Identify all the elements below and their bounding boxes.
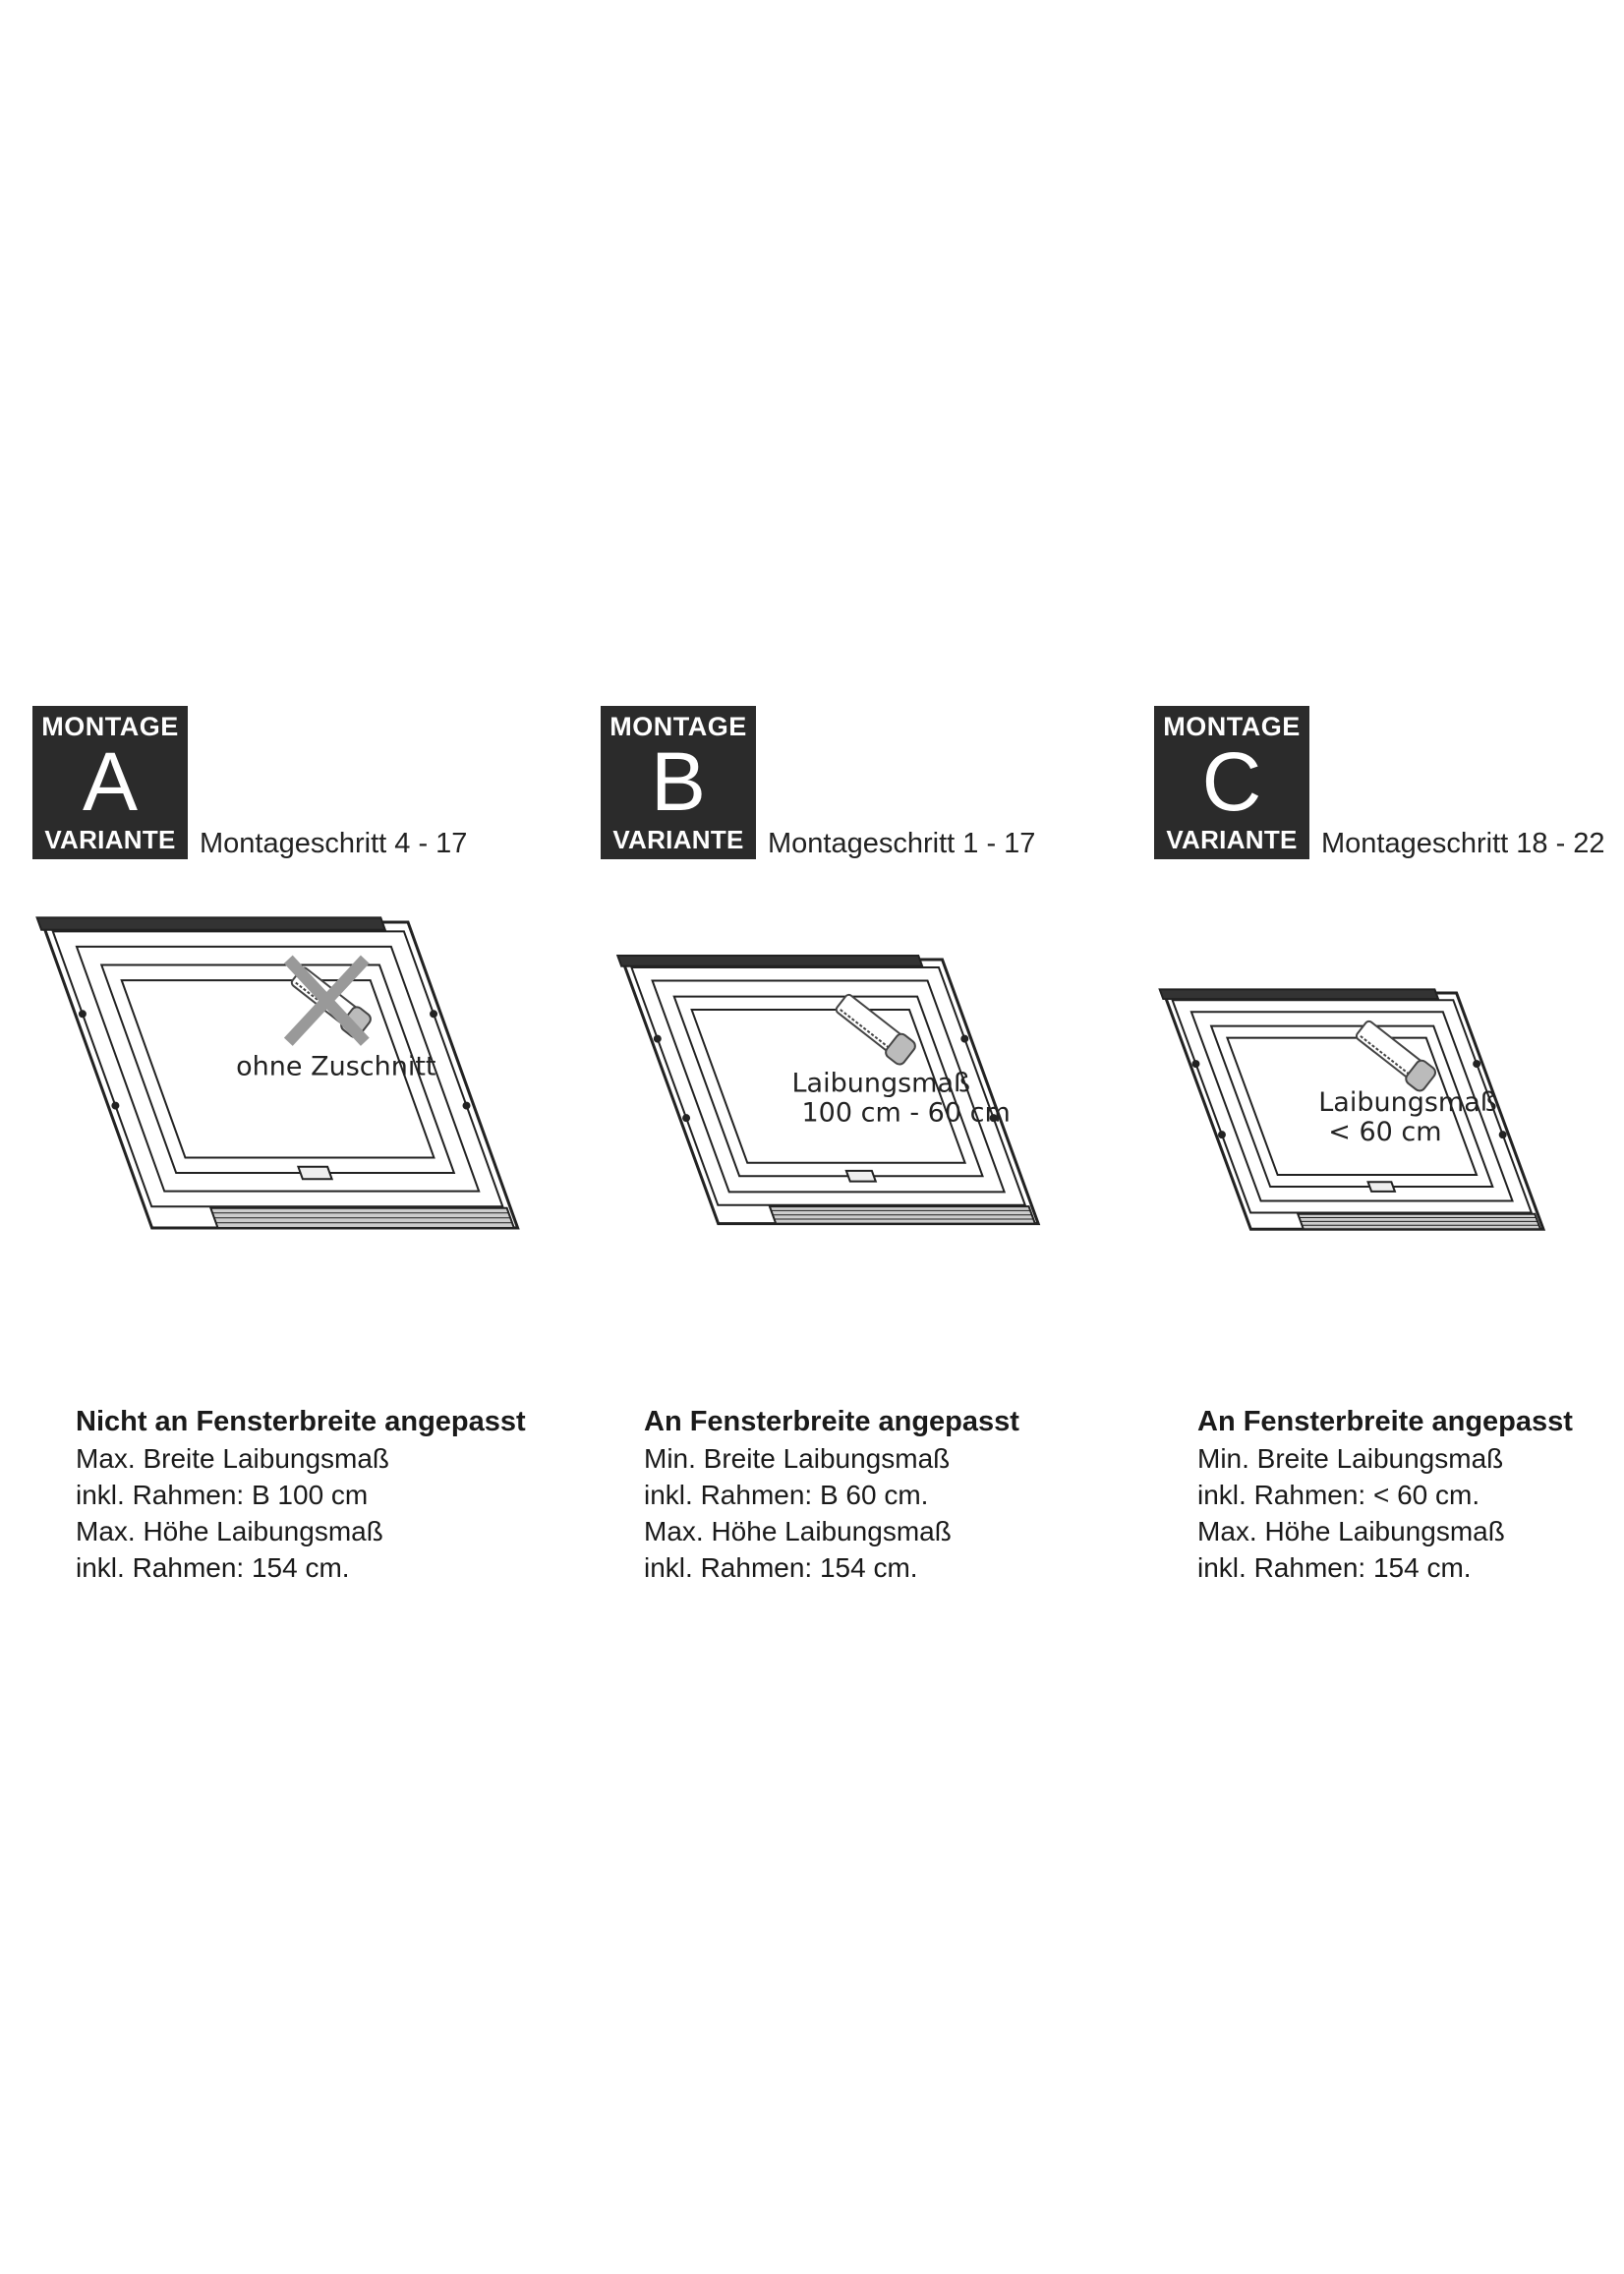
badge-bottom-label: VARIANTE: [44, 825, 176, 854]
montage-badge-c: [1154, 706, 1309, 859]
description-line: inkl. Rahmen: B 60 cm.: [644, 1480, 929, 1510]
no-cut-cross-icon: [288, 960, 365, 1042]
hinge-dot: [655, 1036, 661, 1042]
hinge-dot: [961, 1036, 967, 1042]
hinge-dot: [1474, 1061, 1479, 1067]
saw-icon: [1353, 1019, 1438, 1093]
illustration-label: ohne Zuschnitt: [236, 1051, 436, 1082]
description-heading: Nicht an Fensterbreite angepasst: [76, 1406, 526, 1437]
description-line: inkl. Rahmen: < 60 cm.: [1197, 1480, 1480, 1510]
badge-letter: C: [1201, 735, 1262, 828]
badge-top-label: MONTAGE: [609, 712, 747, 741]
badge-top-label: MONTAGE: [1163, 712, 1301, 741]
description-line: Max. Höhe Laibungsmaß: [1197, 1516, 1505, 1546]
variant-description-a: [76, 1404, 526, 1586]
description-heading: An Fensterbreite angepasst: [1197, 1406, 1573, 1437]
hinge-dot: [1219, 1132, 1225, 1137]
variant-a: [32, 706, 583, 1591]
description-line: inkl. Rahmen: B 100 cm: [76, 1480, 369, 1510]
illustration-label: 100 cm - 60 cm: [801, 1097, 1011, 1129]
variant-description-c: [1197, 1404, 1573, 1586]
hinge-dot: [683, 1115, 689, 1121]
illustration-label: Laibungsmaß: [791, 1068, 971, 1099]
illustration-label: < 60 cm: [1328, 1117, 1442, 1148]
hinge-dot: [1192, 1061, 1198, 1067]
description-line: Max. Breite Laibungsmaß: [76, 1443, 390, 1474]
montage-badge-b: [601, 706, 756, 859]
variant-c: [1154, 706, 1624, 1591]
hinge-dot: [80, 1011, 86, 1017]
badge-top-label: MONTAGE: [41, 712, 179, 741]
description-line: inkl. Rahmen: 154 cm.: [644, 1552, 918, 1583]
window-handle: [846, 1171, 876, 1182]
description-heading: An Fensterbreite angepasst: [644, 1406, 1019, 1437]
window-handle: [1368, 1182, 1395, 1192]
badge-letter: A: [82, 735, 139, 828]
badge-bottom-label: VARIANTE: [1166, 825, 1298, 854]
roof-window-illustration-b: [601, 912, 1151, 1325]
description-line: Max. Höhe Laibungsmaß: [644, 1516, 952, 1546]
hinge-dot: [1500, 1132, 1506, 1137]
variant-description-b: [644, 1404, 1019, 1586]
description-line: inkl. Rahmen: 154 cm.: [76, 1552, 350, 1583]
illustration-label: Laibungsmaß: [1318, 1087, 1497, 1119]
hinge-dot: [112, 1103, 118, 1109]
top-rail: [37, 917, 385, 929]
roof-window-illustration-c: [1154, 912, 1624, 1325]
top-rail: [1160, 989, 1438, 999]
badge-bottom-label: VARIANTE: [612, 825, 744, 854]
montage-step-range: Montageschritt 18 - 22: [1321, 828, 1605, 859]
montage-badge-a: [32, 706, 188, 859]
montage-step-range: Montageschritt 4 - 17: [200, 828, 468, 859]
description-line: Min. Breite Laibungsmaß: [1197, 1443, 1504, 1474]
top-rail: [617, 956, 922, 966]
description-line: Max. Höhe Laibungsmaß: [76, 1516, 383, 1546]
montage-step-range: Montageschritt 1 - 17: [768, 828, 1036, 859]
description-line: Min. Breite Laibungsmaß: [644, 1443, 951, 1474]
hinge-dot: [464, 1103, 470, 1109]
saw-icon: [833, 992, 918, 1067]
roof-window-illustration-a: [32, 912, 583, 1325]
window-handle: [298, 1167, 331, 1179]
description-line: inkl. Rahmen: 154 cm.: [1197, 1552, 1472, 1583]
badge-letter: B: [650, 735, 707, 828]
variant-b: [601, 706, 1151, 1591]
hinge-dot: [431, 1011, 436, 1017]
